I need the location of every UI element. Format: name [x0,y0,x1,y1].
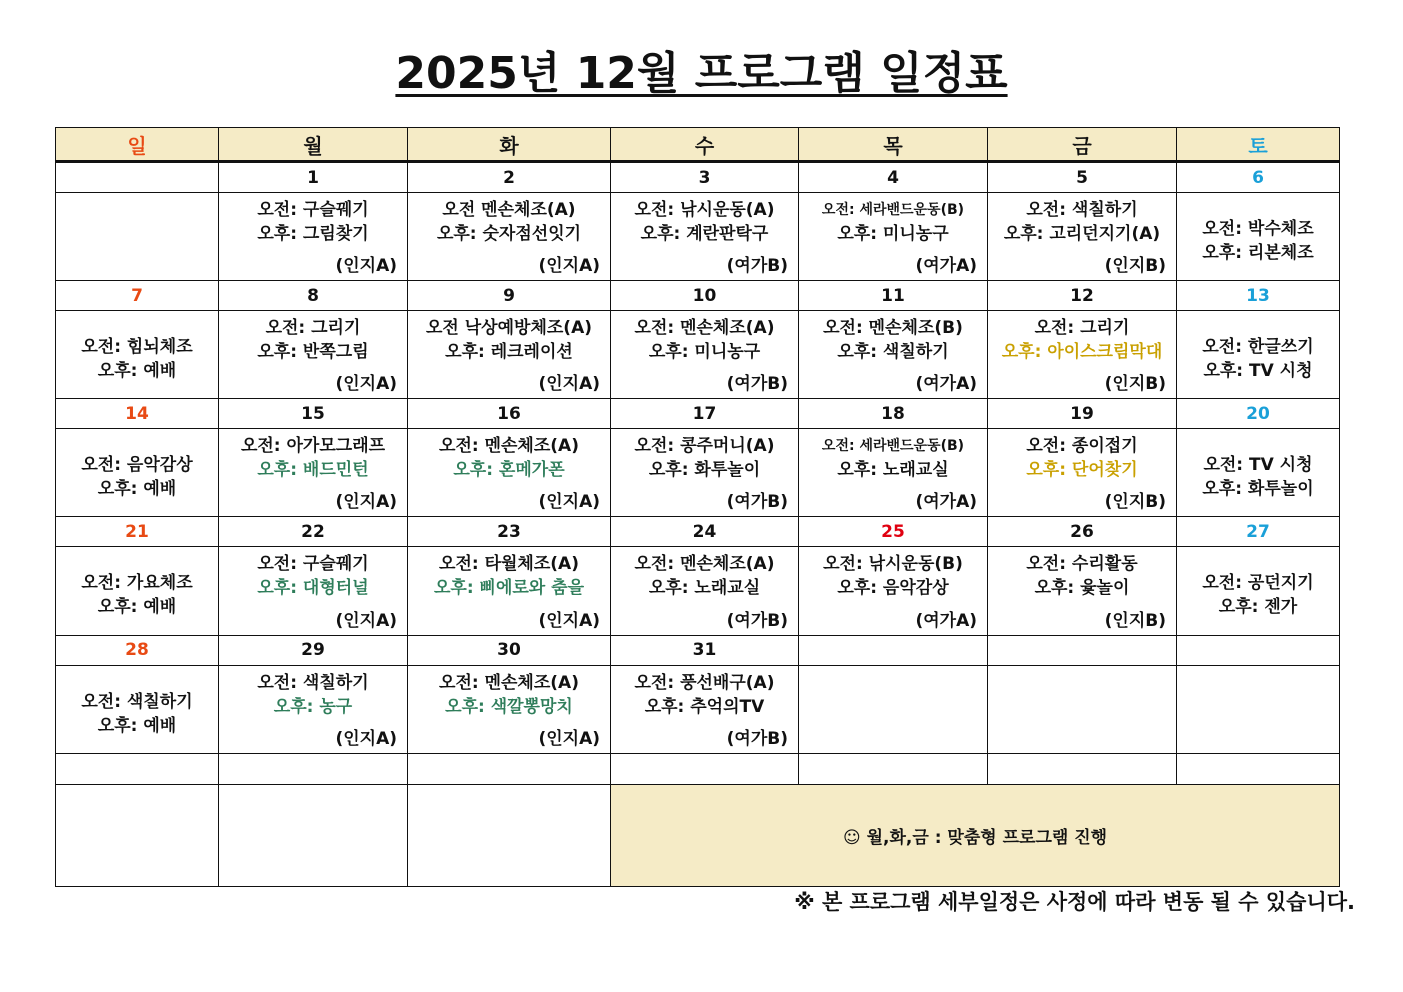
date-number [1177,635,1340,665]
afternoon-activity: 오후: 색깔뽕망치 [445,696,573,717]
program-tag: (인지A) [538,610,600,631]
date-number: 7 [56,281,219,311]
afternoon-activity: 오후: 혼메가폰 [453,460,565,481]
day-cell [408,429,611,517]
afternoon-activity: 오후: 예배 [97,361,177,382]
afternoon-activity: 오후: 추억의TV [644,696,765,717]
morning-activity: 오전: 구슬꿰기 [257,200,369,221]
blank-row [56,753,1340,784]
day-cell [988,547,1177,635]
morning-activity: 오전: TV 시청 [1203,455,1313,476]
day-cell [611,665,799,753]
program-tag: (여가B) [726,728,788,749]
morning-activity: 오전: 멘손체조(A) [439,672,579,693]
day-cell [219,665,408,753]
afternoon-activity: 오후: 색칠하기 [837,342,949,363]
date-number: 28 [56,635,219,665]
afternoon-activity: 오후: 화투놀이 [648,460,761,481]
program-tag: (인지A) [335,610,397,631]
afternoon-activity: 오후: 노래교실 [837,460,949,481]
morning-activity: 오전: 낚시운동(A) [634,200,775,221]
date-number: 15 [219,399,408,429]
date-number: 29 [219,635,408,665]
day-cell [988,311,1177,399]
day-cell [56,665,219,753]
morning-activity: 오전: 한글쓰기 [1202,337,1314,358]
morning-activity: 오전 낙상예방체조(A) [426,318,592,339]
date-number: 12 [988,281,1177,311]
afternoon-activity: 오후: TV 시청 [1203,361,1313,382]
program-tag: (인지A) [335,492,397,513]
day-cell [611,311,799,399]
afternoon-activity: 오후: 고리던지기(A) [1003,224,1161,245]
morning-activity: 오전: 멘손체조(B) [823,318,963,339]
date-number: 17 [611,399,799,429]
afternoon-activity: 오후: 배드민턴 [257,460,369,481]
day-cell [1177,311,1340,399]
program-tag: (인지A) [538,256,600,277]
day-cell [611,193,799,281]
morning-activity: 오전: 멘손체조(A) [439,436,579,457]
program-tag: (여가A) [915,492,977,513]
morning-activity: 오전 멘손체조(A) [442,200,576,221]
afternoon-activity: 오후: 아이스크림막대 [1001,342,1163,363]
date-number [988,635,1177,665]
day-cell [219,429,408,517]
morning-activity: 오전: 공던지기 [1202,573,1314,594]
day-cell [1177,547,1340,635]
date-number: 9 [408,281,611,311]
afternoon-activity: 오후: 예배 [97,715,177,736]
morning-activity: 오전: 구슬꿰기 [257,554,369,575]
day-cell [408,311,611,399]
afternoon-activity: 오후: 음악감상 [837,578,949,599]
morning-activity: 오전: 아가모그래프 [240,436,386,457]
day-cell [799,193,988,281]
morning-activity: 오전: 낚시운동(B) [823,554,963,575]
afternoon-activity: 오후: 예배 [97,479,177,500]
calendar-table [55,127,1340,887]
morning-activity: 오전: 수리활동 [1026,554,1138,575]
afternoon-activity: 오후: 대형터널 [257,578,369,599]
day-cell [408,193,611,281]
day-cell [56,429,219,517]
date-number [56,162,219,193]
day-cell [1177,665,1340,753]
day-cell [799,311,988,399]
afternoon-activity: 오후: 화투놀이 [1202,479,1314,500]
program-tag: (여가A) [915,256,977,277]
program-tag: (인지B) [1104,610,1166,631]
date-number: 14 [56,399,219,429]
program-tag: (여가A) [915,610,977,631]
program-tag: (인지A) [538,374,600,395]
morning-activity: 오전: 색칠하기 [1026,200,1138,221]
afternoon-activity: 오후: 예배 [97,597,177,618]
program-tag: (여가B) [726,610,788,631]
day-cell [56,311,219,399]
header-sat: 토 [1177,128,1340,162]
afternoon-activity: 오후: 윷놀이 [1034,578,1130,599]
morning-activity: 오전: 타월체조(A) [439,554,579,575]
afternoon-activity: 오후: 삐에로와 춤을 [433,578,584,599]
day-cell [611,429,799,517]
morning-activity: 오전: 힘뇌체조 [81,337,193,358]
morning-activity: 오전: 박수체조 [1202,219,1314,240]
afternoon-activity: 오후: 계란판탁구 [640,224,769,245]
afternoon-activity: 오후: 노래교실 [648,578,761,599]
date-number: 8 [219,281,408,311]
morning-activity: 오전: 색칠하기 [257,672,369,693]
afternoon-activity: 오후: 농구 [273,696,353,717]
program-tag: (인지A) [335,728,397,749]
notice-box: ☺ 월,화,금 : 맞춤형 프로그램 진행 [611,784,1340,886]
day-cell [988,665,1177,753]
date-number: 16 [408,399,611,429]
day-cell [56,547,219,635]
header-tue: 화 [408,128,611,162]
morning-activity: 오전: 세라밴드운동(B) [821,202,965,219]
program-tag: (인지A) [335,256,397,277]
program-tag: (인지A) [538,728,600,749]
date-number: 2 [408,162,611,193]
date-number: 19 [988,399,1177,429]
header-wed: 수 [611,128,799,162]
date-number: 27 [1177,517,1340,547]
date-number: 23 [408,517,611,547]
program-tag: (여가B) [726,492,788,513]
date-number: 31 [611,635,799,665]
day-cell [988,193,1177,281]
day-cell [56,193,219,281]
footer-note: ※ 본 프로그램 세부일정은 사정에 따라 변동 될 수 있습니다. [794,890,1355,914]
program-tag: (인지B) [1104,492,1166,513]
day-cell [799,429,988,517]
afternoon-activity: 오후: 리본체조 [1202,243,1314,264]
date-number: 4 [799,162,988,193]
day-cell [408,665,611,753]
header-fri: 금 [988,128,1177,162]
morning-activity: 오전: 풍선배구(A) [634,672,775,693]
date-number: 22 [219,517,408,547]
afternoon-activity: 오후: 레크레이션 [445,342,573,363]
date-number: 30 [408,635,611,665]
day-cell [799,547,988,635]
afternoon-activity: 오후: 젠가 [1218,597,1298,618]
day-cell [799,665,988,753]
afternoon-activity: 오후: 미니농구 [837,224,949,245]
date-number: 20 [1177,399,1340,429]
date-number: 1 [219,162,408,193]
date-number: 25 [799,517,988,547]
day-cell [219,193,408,281]
date-number: 21 [56,517,219,547]
afternoon-activity: 오후: 숫자점선잇기 [436,224,582,245]
program-tag: (인지A) [538,492,600,513]
morning-activity: 오전: 색칠하기 [81,691,193,712]
program-tag: (인지B) [1104,374,1166,395]
afternoon-activity: 오후: 그림찾기 [257,224,369,245]
afternoon-activity: 오후: 미니농구 [648,342,761,363]
header-thu: 목 [799,128,988,162]
morning-activity: 오전: 멘손체조(A) [634,554,775,575]
morning-activity: 오전: 콩주머니(A) [634,436,775,457]
date-number: 5 [988,162,1177,193]
morning-activity: 오전: 멘손체조(A) [634,318,775,339]
morning-activity: 오전: 가요체조 [81,573,193,594]
program-tag: (여가B) [726,256,788,277]
morning-activity: 오전: 종이접기 [1026,436,1138,457]
day-cell [1177,429,1340,517]
afternoon-activity: 오후: 반쪽그림 [257,342,369,363]
day-cell [988,429,1177,517]
program-tag: (인지A) [335,374,397,395]
date-number: 11 [799,281,988,311]
morning-activity: 오전: 세라밴드운동(B) [821,438,965,455]
afternoon-activity: 오후: 단어찾기 [1026,460,1138,481]
morning-activity: 오전: 음악감상 [81,455,193,476]
date-number: 26 [988,517,1177,547]
date-number: 3 [611,162,799,193]
day-cell [611,547,799,635]
date-number: 6 [1177,162,1340,193]
morning-activity: 오전: 그리기 [1034,318,1130,339]
header-mon: 월 [219,128,408,162]
date-number: 24 [611,517,799,547]
header-sun: 일 [56,128,219,162]
program-tag: (인지B) [1104,256,1166,277]
program-tag: (여가B) [726,374,788,395]
date-number: 13 [1177,281,1340,311]
date-number: 10 [611,281,799,311]
program-tag: (여가A) [915,374,977,395]
day-cell [408,547,611,635]
page-title: 2025년 12월 프로그램 일정표 [395,48,1008,99]
morning-activity: 오전: 그리기 [265,318,361,339]
day-cell [219,547,408,635]
day-cell [219,311,408,399]
date-number: 18 [799,399,988,429]
date-number [799,635,988,665]
day-cell [1177,193,1340,281]
